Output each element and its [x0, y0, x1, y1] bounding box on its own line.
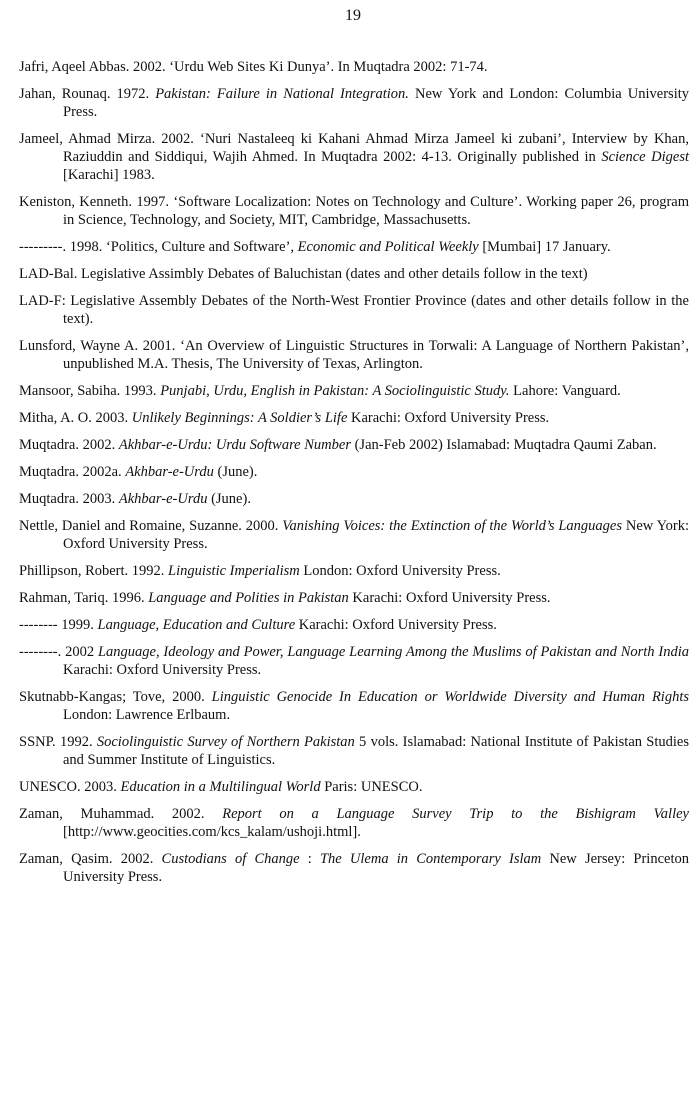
reference-text: New York: Oxford University Press.: [63, 518, 689, 552]
reference-text: London: Oxford University Press.: [299, 563, 501, 579]
reference-text: [Karachi] 1983.: [63, 167, 155, 183]
reference-title-italic: Education in a Multilingual World: [120, 779, 321, 795]
reference-text: [http://www.geocities.com/kcs_kalam/ushoji.html].: [63, 824, 361, 840]
reference-entry: [19, 643, 689, 679]
reference-text: Muqtadra. 2002.: [19, 437, 119, 453]
reference-entry: [19, 337, 689, 373]
reference-entry: [19, 409, 689, 427]
reference-title-italic: Akhbar-e-Urdu: Urdu Software Number: [118, 437, 351, 453]
reference-text: Zaman, Muhammad. 2002.: [19, 806, 223, 822]
reference-text: New York and London: Columbia University Press.: [63, 86, 690, 120]
reference-text: LAD-Bal. Legislative Assimbly Debates of Baluchistan (dates and other details follow in the text): [19, 266, 588, 282]
reference-title-italic: Language, Ideology and Power, Language Learning Among the Muslims of Pakistan and North India: [97, 644, 689, 660]
reference-text: LAD-F: Legislative Assembly Debates of the North-West Frontier Province (dates and other details follow in the text).: [19, 293, 689, 327]
reference-text: Karachi: Oxford University Press.: [63, 662, 262, 678]
reference-text: Lunsford, Wayne A. 2001. ‘An Overview of Linguistic Structures in Torwali: A Language of Northern Pakistan’, unpublished M.A. Thesis, The University of Texas, Arlington.: [19, 338, 689, 372]
reference-entry: [19, 130, 689, 184]
reference-text: Lahore: Vanguard.: [509, 383, 621, 399]
reference-entry: [19, 733, 689, 769]
bibliography-list: [19, 58, 689, 895]
reference-entry: [19, 436, 689, 454]
reference-title-italic: Punjabi, Urdu, English in Pakistan: A Sociolinguistic Study.: [160, 383, 510, 399]
reference-entry: [19, 238, 689, 256]
reference-text: Phillipson, Robert. 1992.: [19, 563, 169, 579]
reference-text: UNESCO. 2003.: [19, 779, 121, 795]
reference-title-italic: Akhbar-e-Urdu: [118, 491, 208, 507]
reference-entry: [19, 463, 689, 481]
reference-text: SSNP. 1992.: [19, 734, 97, 750]
reference-title-italic: Language, Education and Culture: [97, 617, 296, 633]
reference-title-italic: Linguistic Imperialism: [168, 563, 300, 579]
reference-entry: [19, 805, 689, 841]
reference-entry: [19, 562, 689, 580]
reference-text: Mitha, A. O. 2003.: [19, 410, 132, 426]
reference-text: Muqtadra. 2003.: [19, 491, 119, 507]
reference-entry: [19, 616, 689, 634]
reference-title-italic: Economic and Political Weekly: [297, 239, 479, 255]
reference-text: (June).: [207, 491, 251, 507]
reference-text: Paris: UNESCO.: [320, 779, 423, 795]
reference-entry: [19, 193, 689, 229]
reference-title-italic: Custodians of Change: [161, 851, 300, 867]
page-number: 19: [345, 7, 361, 24]
reference-title-italic: Pakistan: Failure in National Integration.: [155, 86, 409, 102]
reference-text: Jameel, Ahmad Mirza. 2002. ‘Nuri Nastaleeq ki Kahani Ahmad Mirza Jameel ki zubani’, Interview by Khan, Raziuddin and Siddiqui, Wajih Ahmed. In Muqtadra 2002: 4-13. Originally published in: [19, 131, 689, 165]
reference-text: --------. 2002: [19, 644, 98, 660]
reference-entry: [19, 265, 689, 283]
reference-title-italic: Language and Polities in Pakistan: [148, 590, 349, 606]
reference-text: Mansoor, Sabiha. 1993.: [19, 383, 161, 399]
reference-title-italic: Sociolinguistic Survey of Northern Pakistan: [96, 734, 355, 750]
reference-text: (June).: [213, 464, 258, 480]
reference-text: New Jersey: Princeton University Press.: [63, 851, 689, 885]
reference-text: [Mumbai] 17 January.: [478, 239, 611, 255]
reference-text: Jafri, Aqeel Abbas. 2002. ‘Urdu Web Sites Ki Dunya’. In Muqtadra 2002: 71-74.: [19, 59, 488, 75]
reference-text: Karachi: Oxford University Press.: [347, 410, 550, 426]
reference-entry: [19, 292, 689, 328]
reference-text: Nettle, Daniel and Romaine, Suzanne. 2000.: [19, 518, 283, 534]
reference-text: London: Lawrence Erlbaum.: [63, 707, 231, 723]
reference-entry: [19, 382, 689, 400]
reference-title-italic: Unlikely Beginnings: A Soldier’s Life: [131, 410, 348, 426]
reference-text: -------- 1999.: [19, 617, 98, 633]
reference-text: Skutnabb-Kangas; Tove, 2000.: [19, 689, 212, 705]
reference-text: Rahman, Tariq. 1996.: [19, 590, 149, 606]
reference-title-italic: The Ulema in Contemporary Islam: [319, 851, 542, 867]
reference-text: Jahan, Rounaq. 1972.: [19, 86, 156, 102]
reference-text: ---------. 1998. ‘Politics, Culture and Software’,: [19, 239, 298, 255]
reference-entry: [19, 688, 689, 724]
reference-text: Karachi: Oxford University Press.: [348, 590, 551, 606]
reference-entry: [19, 85, 689, 121]
reference-text: :: [299, 851, 320, 867]
reference-title-italic: Akhbar-e-Urdu: [125, 464, 214, 480]
reference-title-italic: Vanishing Voices: the Extinction of the World’s Languages: [282, 518, 622, 534]
reference-text: Karachi: Oxford University Press.: [295, 617, 497, 633]
reference-entry: [19, 589, 689, 607]
reference-entry: [19, 778, 689, 796]
reference-entry: [19, 850, 689, 886]
reference-title-italic: Science Digest: [601, 149, 689, 165]
reference-entry: [19, 490, 689, 508]
reference-entry: [19, 517, 689, 553]
reference-text: 5 vols. Islamabad: National Institute of Pakistan Studies and Summer Institute of Linguistics.: [63, 734, 689, 768]
reference-entry: [19, 58, 689, 76]
reference-text: Keniston, Kenneth. 1997. ‘Software Localization: Notes on Technology and Culture’. Working paper 26, program in Science, Technology, and Society, MIT, Cambridge, Massachusetts.: [19, 194, 689, 228]
reference-text: Zaman, Qasim. 2002.: [19, 851, 162, 867]
reference-text: (Jan-Feb 2002) Islamabad: Muqtadra Qaumi Zaban.: [350, 437, 657, 453]
reference-title-italic: Linguistic Genocide In Education or Worldwide Diversity and Human Rights: [211, 689, 690, 705]
reference-title-italic: Report on a Language Survey Trip to the Bishigram Valley: [222, 806, 689, 822]
reference-text: Muqtadra. 2002a.: [19, 464, 126, 480]
